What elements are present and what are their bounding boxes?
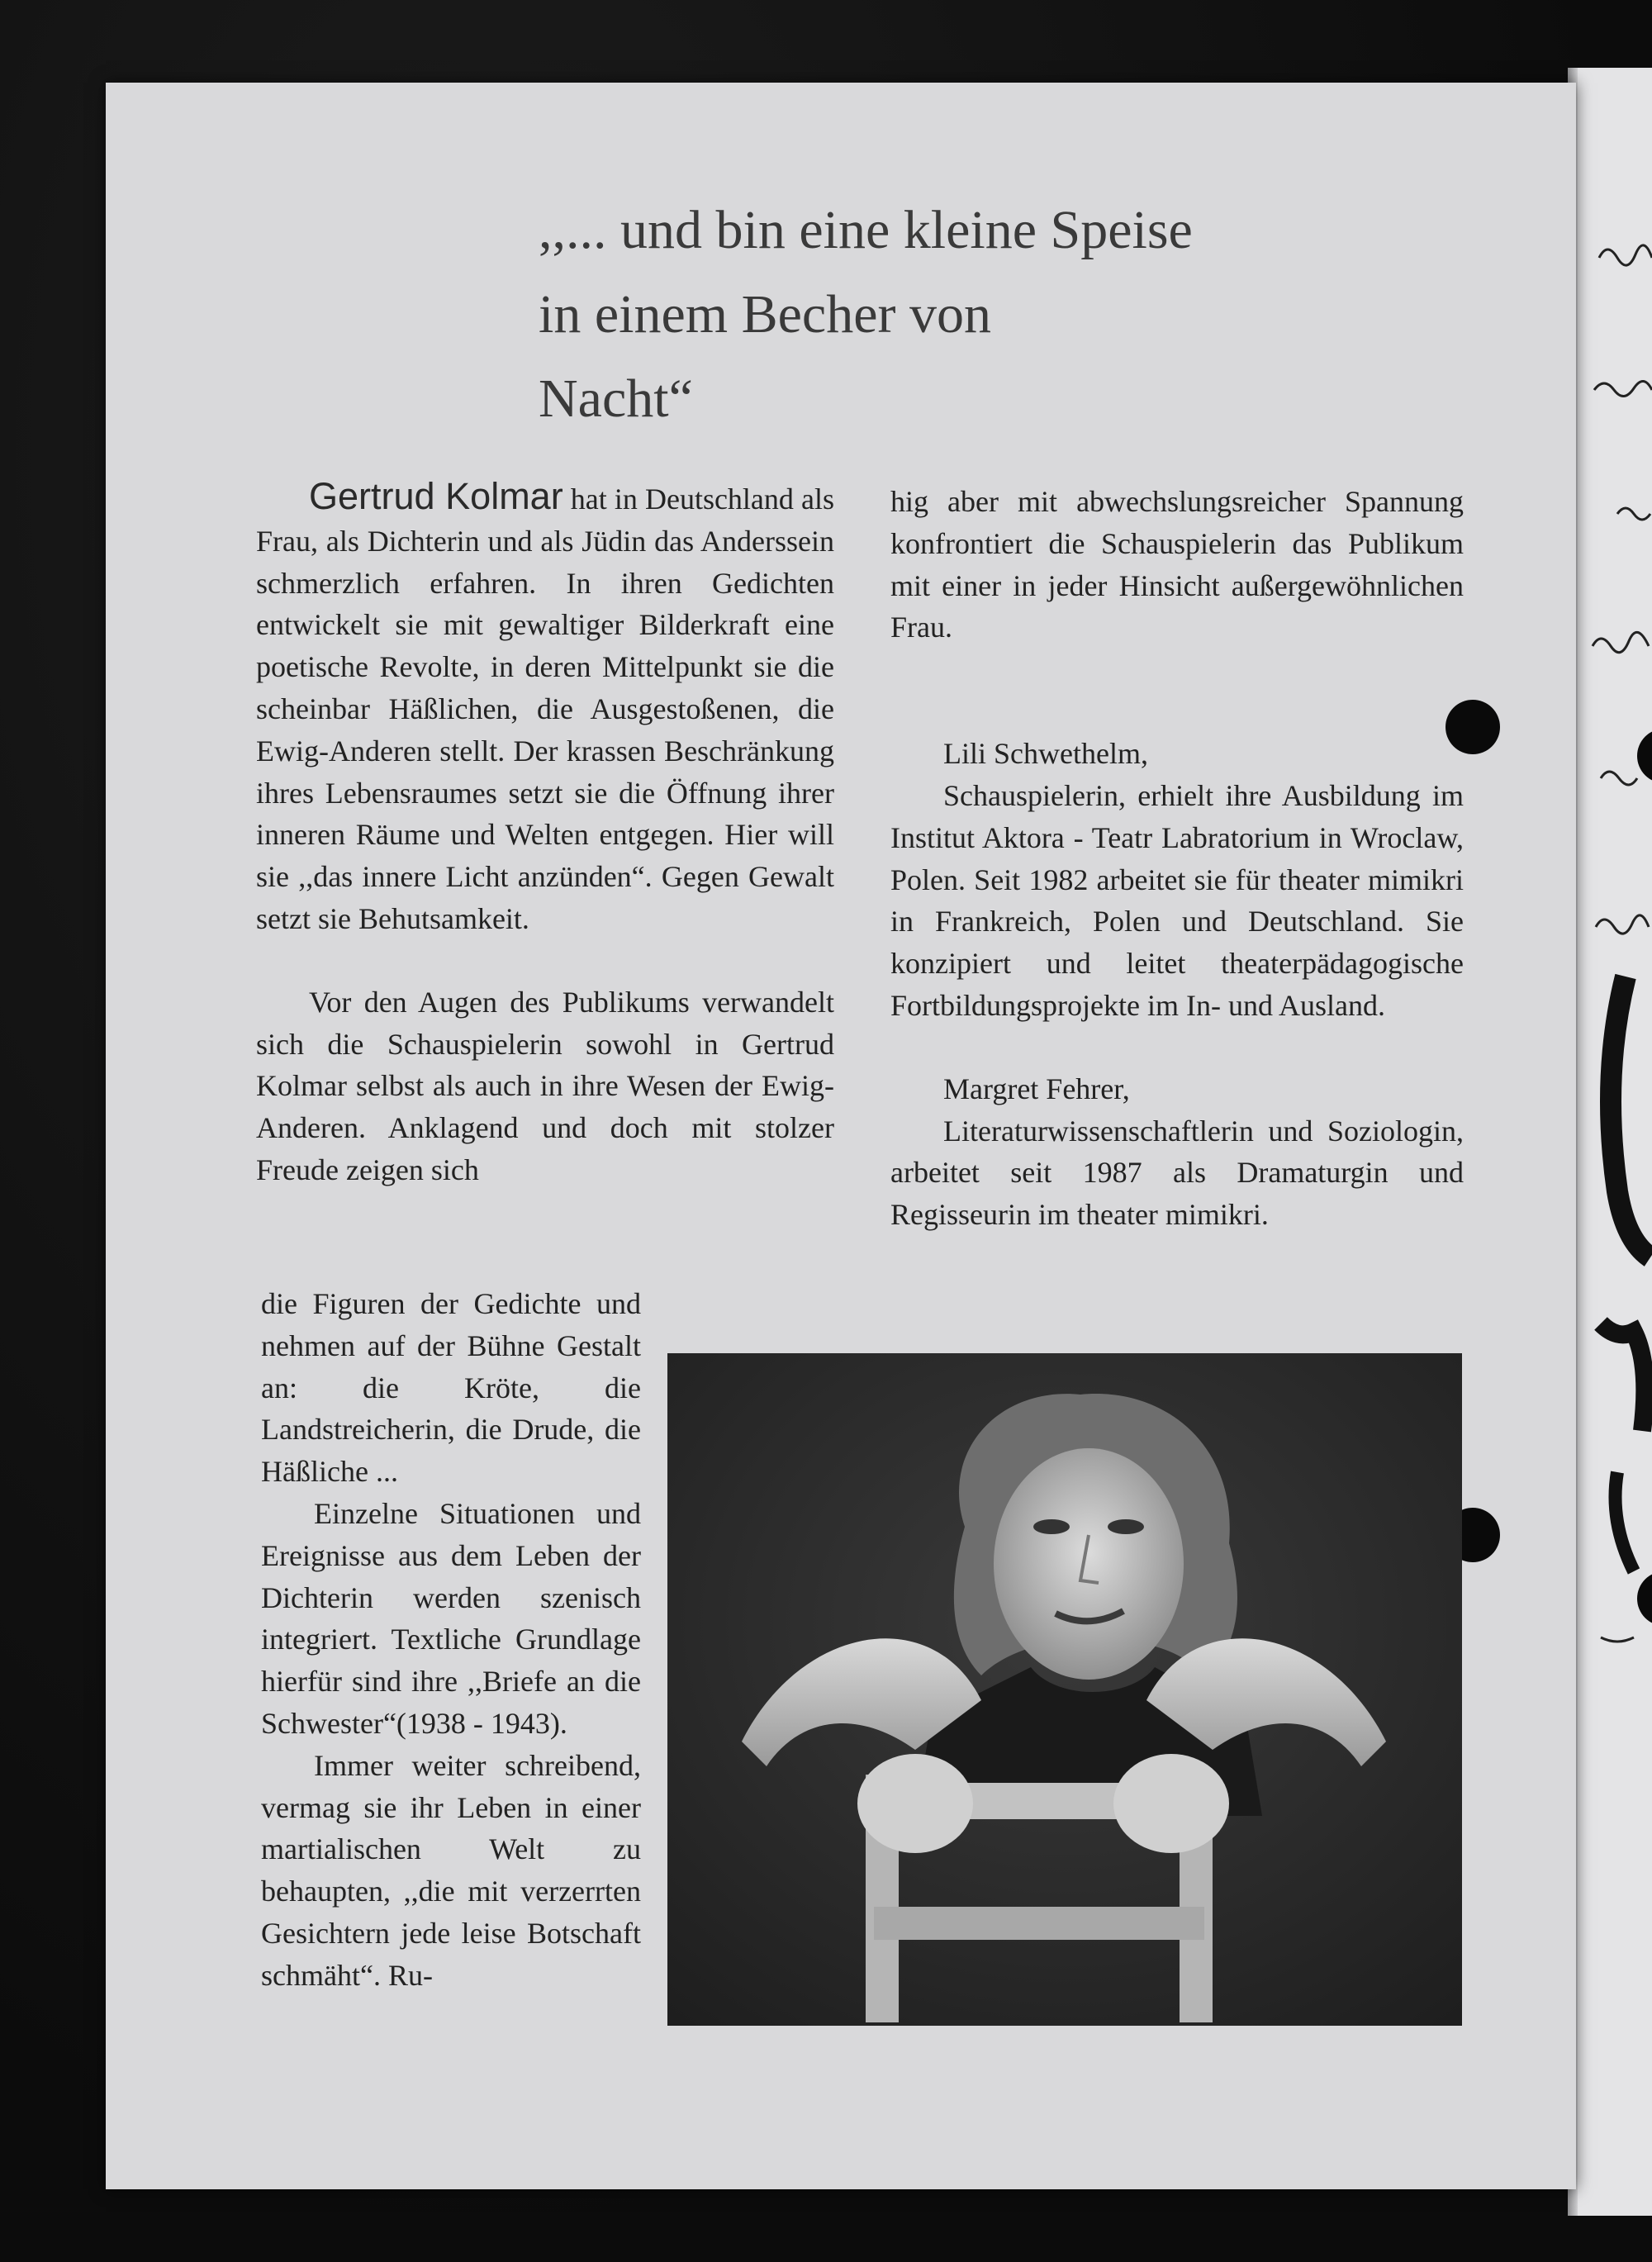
- handwriting-scribbles: [1568, 68, 1652, 2216]
- left-column-upper: [256, 476, 834, 1191]
- bio-text-fehrer: Literaturwissenschaftlerin und Soziologin, arbeitet seit 1987 als Dramaturgin und Regisseurin im theater mimikri.: [890, 1114, 1464, 1232]
- situations-paragraph: Einzelne Situationen und Ereignisse aus dem Leben der Dichterin werden szenisch integriert. Textliche Grundlage hierfür sind ihre ,,Briefe an die Schwester“(1938 - 1943).: [261, 1496, 641, 1740]
- right-column: [890, 481, 1464, 1236]
- intro-paragraph: [256, 476, 834, 940]
- page-title: [539, 188, 1282, 441]
- bio-text-schwethelm: Schauspielerin, erhielt ihre Ausbildung im Institut Aktora - Teatr Labratorium in Wroclaw, Polen. Seit 1982 arbeitet sie für theater mimikri in Frankreich, Polen und Deutschland. Sie konzipiert und leitet theaterpädagogische Fortbildungsprojekte im In- und Ausland.: [890, 778, 1464, 1022]
- paragraph-gap: [890, 649, 1464, 733]
- paragraph-gap: [890, 1027, 1464, 1068]
- figures-paragraph: die Figuren der Gedichte und nehmen auf der Bühne Gestalt an: die Kröte, die Landstreicherin, die Drude, die Häßliche ...: [261, 1287, 641, 1489]
- transformation-paragraph: Vor den Augen des Publikums verwandelt sich die Schauspielerin sowohl in Gertrud Kolmar selbst als auch in ihre Wesen der Ewig-Anderen. Anklagend und doch mit stolzer Freude zeigen sich: [256, 985, 834, 1186]
- author-name: Gertrud Kolmar: [309, 475, 563, 517]
- continuation-paragraph: hig aber mit abwechslungsreicher Spannung konfrontiert die Schauspielerin das Publikum mit einer in jeder Hinsicht außergewöhnlichen Frau.: [890, 485, 1464, 644]
- title-line-2: in einem Becher von: [539, 284, 991, 345]
- adjacent-page-edge: [1568, 68, 1652, 2216]
- title-line-3: Nacht“: [539, 368, 693, 429]
- writing-paragraph: Immer weiter schreibend, vermag sie ihr Leben in einer martialischen Welt zu behaupten, ,,die mit verzerrten Gesichtern jede leise Botschaft schmäht“. Ru-: [261, 1748, 641, 1992]
- left-column-narrow: [261, 1283, 641, 1997]
- bio-name-fehrer: Margret Fehrer,: [943, 1072, 1130, 1105]
- intro-text: hat in Deutschland als Frau, als Dichterin und als Jüdin das Anderssein schmerzlich erfahren. In ihren Gedichten entwickelt sie mit gewaltiger Bilderkraft eine poetische Revolte, in deren Mittelpunkt sie die scheinbar Häßlichen, die Ausgestoßenen, die Ewig-Anderen stellt. Der krassen Beschränkung ihres Lebensraumes setzt sie die Öffnung ihrer inneren Räume und Welten entgegen. Hier will sie ,,das innere Licht anzünden“. Gegen Gewalt setzt sie Behutsamkeit.: [256, 482, 834, 935]
- title-line-1: ,,... und bin eine kleine Speise: [539, 200, 1193, 260]
- portrait-photo-icon: [667, 1353, 1462, 2026]
- bio-name-schwethelm: Lili Schwethelm,: [943, 737, 1148, 771]
- paragraph-gap: [256, 940, 834, 981]
